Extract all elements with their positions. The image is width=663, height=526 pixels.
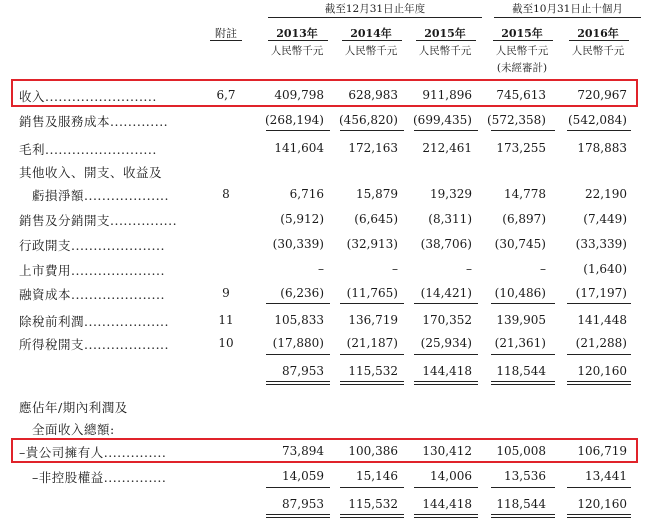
row-note: 10 — [218, 336, 234, 350]
table-row — [0, 232, 663, 256]
row-value: 115,532 — [348, 497, 398, 511]
row-note: 8 — [222, 187, 230, 201]
row-value: (21,288) — [575, 336, 627, 350]
row-value: (30,339) — [272, 237, 324, 251]
row-value: – — [466, 262, 472, 276]
table-row — [0, 464, 663, 488]
row-label: 銷售及分銷開支............... — [19, 213, 178, 228]
row-label: 行政開支..................... — [19, 238, 165, 253]
year-rule — [493, 40, 553, 41]
row-value: (17,880) — [272, 336, 324, 350]
row-value: 87,953 — [282, 497, 324, 511]
group-header-rule — [494, 17, 641, 18]
subtotal-rule — [491, 487, 555, 488]
table-row — [0, 281, 663, 305]
subtotal-rule — [491, 354, 555, 355]
table-row — [0, 182, 663, 206]
row-value: 745,613 — [496, 88, 546, 102]
row-note: 9 — [222, 286, 230, 300]
total-double-rule — [567, 514, 631, 518]
total-double-rule — [567, 381, 631, 385]
row-label: 虧損淨額................... — [19, 188, 169, 203]
table-row — [0, 416, 663, 440]
row-value: (6,897) — [502, 212, 546, 226]
row-value: 173,255 — [496, 141, 546, 155]
row-value: 628,983 — [348, 88, 398, 102]
row-value: 141,448 — [577, 313, 627, 327]
subtotal-rule — [340, 130, 404, 131]
row-value: (542,084) — [568, 113, 627, 127]
note-header-rule — [210, 40, 242, 41]
row-value: (5,912) — [280, 212, 324, 226]
row-label: 毛利......................... — [19, 142, 157, 157]
row-label: –非控股權益.............. — [19, 470, 167, 485]
subtotal-rule — [491, 130, 555, 131]
total-double-rule — [491, 514, 555, 518]
row-value: 100,386 — [348, 444, 398, 458]
column-year: 2016年 — [577, 27, 619, 40]
row-value: (8,311) — [428, 212, 472, 226]
row-value: 14,006 — [430, 469, 472, 483]
row-value: 105,833 — [274, 313, 324, 327]
row-value: – — [392, 262, 398, 276]
row-label: 除稅前利潤................... — [19, 314, 169, 329]
column-year: 2014年 — [350, 27, 392, 40]
row-value: 14,778 — [504, 187, 546, 201]
table-row — [0, 492, 663, 516]
subtotal-rule — [567, 354, 631, 355]
row-value: 144,418 — [422, 497, 472, 511]
group-header-rule — [268, 17, 482, 18]
table-row — [0, 136, 663, 160]
table-row — [0, 359, 663, 383]
row-value: 911,896 — [422, 88, 472, 102]
row-value: 120,160 — [577, 364, 627, 378]
total-double-rule — [266, 381, 330, 385]
total-double-rule — [491, 381, 555, 385]
row-value: (14,421) — [420, 286, 472, 300]
year-rule — [342, 40, 402, 41]
row-value: 136,719 — [348, 313, 398, 327]
total-double-rule — [340, 381, 404, 385]
row-value: 720,967 — [577, 88, 627, 102]
row-value: (30,745) — [494, 237, 546, 251]
table-row — [0, 207, 663, 231]
row-value: 118,544 — [496, 497, 546, 511]
row-note: 6,7 — [216, 88, 236, 102]
subtotal-rule — [567, 303, 631, 304]
subtotal-rule — [266, 354, 330, 355]
row-value: – — [318, 262, 324, 276]
row-value: 15,879 — [356, 187, 398, 201]
row-value: 13,441 — [585, 469, 627, 483]
subtotal-rule — [266, 130, 330, 131]
row-label: 上市費用..................... — [19, 263, 165, 278]
row-value: (32,913) — [346, 237, 398, 251]
row-value: 13,536 — [504, 469, 546, 483]
row-label: 其他收入、開支、收益及 — [19, 165, 163, 180]
row-value: 118,544 — [496, 364, 546, 378]
subtotal-rule — [414, 487, 478, 488]
row-value: 115,532 — [348, 364, 398, 378]
subtotal-rule — [266, 303, 330, 304]
row-value: 409,798 — [274, 88, 324, 102]
row-value: (10,486) — [494, 286, 546, 300]
row-value: 120,160 — [577, 497, 627, 511]
table-row — [0, 83, 663, 107]
column-unit: 人民幣千元 — [495, 45, 549, 57]
total-double-rule — [414, 381, 478, 385]
row-value: (38,706) — [420, 237, 472, 251]
column-unit: 人民幣千元 — [344, 45, 398, 57]
subtotal-rule — [567, 487, 631, 488]
row-value: (7,449) — [583, 212, 627, 226]
row-label: –貴公司擁有人.............. — [19, 445, 167, 460]
row-value: (572,358) — [487, 113, 546, 127]
row-note: 11 — [218, 313, 234, 327]
subtotal-rule — [266, 487, 330, 488]
table-row — [0, 331, 663, 355]
total-double-rule — [414, 514, 478, 518]
table-row — [0, 108, 663, 132]
row-value: (1,640) — [583, 262, 627, 276]
row-value: 106,719 — [577, 444, 627, 458]
table-row — [0, 159, 663, 183]
row-value: 6,716 — [289, 187, 324, 201]
subtotal-rule — [491, 303, 555, 304]
subtotal-rule — [340, 354, 404, 355]
unaudited-tag: (未經審計) — [496, 62, 548, 74]
row-value: 172,163 — [348, 141, 398, 155]
table-row — [0, 257, 663, 281]
year-rule — [416, 40, 476, 41]
row-label: 收入......................... — [19, 89, 157, 104]
row-value: 22,190 — [585, 187, 627, 201]
table-row — [0, 394, 663, 418]
row-value: – — [540, 262, 546, 276]
table-row — [0, 308, 663, 332]
row-label: 所得稅開支................... — [19, 337, 169, 352]
year-rule — [268, 40, 328, 41]
subtotal-rule — [567, 130, 631, 131]
row-value: 87,953 — [282, 364, 324, 378]
row-value: 130,412 — [422, 444, 472, 458]
row-label: 融資成本..................... — [19, 287, 165, 302]
subtotal-rule — [414, 354, 478, 355]
total-double-rule — [266, 514, 330, 518]
subtotal-rule — [414, 130, 478, 131]
row-label: 全面收入總額: — [19, 422, 115, 437]
row-value: 19,329 — [430, 187, 472, 201]
column-year: 2013年 — [276, 27, 318, 40]
note-column-header: 附註 — [215, 27, 237, 40]
total-double-rule — [340, 514, 404, 518]
row-value: 170,352 — [422, 313, 472, 327]
row-value: 178,883 — [577, 141, 627, 155]
row-value: 144,418 — [422, 364, 472, 378]
row-label: 銷售及服務成本............. — [19, 114, 169, 129]
row-value: 212,461 — [422, 141, 472, 155]
column-unit: 人民幣千元 — [418, 45, 472, 57]
column-year: 2015年 — [501, 27, 543, 40]
year-rule — [569, 40, 629, 41]
row-value: 139,905 — [496, 313, 546, 327]
group-header-ten-months: 截至10月31日止十個月 — [512, 3, 623, 15]
row-label: 應佔年/期內利潤及 — [19, 400, 128, 415]
row-value: (6,645) — [354, 212, 398, 226]
column-unit: 人民幣千元 — [571, 45, 625, 57]
column-unit: 人民幣千元 — [270, 45, 324, 57]
row-value: (21,187) — [346, 336, 398, 350]
row-value: (25,934) — [420, 336, 472, 350]
row-value: 73,894 — [282, 444, 324, 458]
row-value: (33,339) — [575, 237, 627, 251]
subtotal-rule — [340, 303, 404, 304]
table-row — [0, 439, 663, 463]
row-value: (21,361) — [494, 336, 546, 350]
row-value: (11,765) — [346, 286, 398, 300]
row-value: (268,194) — [265, 113, 324, 127]
row-value: (699,435) — [413, 113, 472, 127]
row-value: 141,604 — [274, 141, 324, 155]
row-value: (6,236) — [280, 286, 324, 300]
subtotal-rule — [414, 303, 478, 304]
row-value: 15,146 — [356, 469, 398, 483]
row-value: 14,059 — [282, 469, 324, 483]
group-header-year-end: 截至12月31日止年度 — [324, 3, 426, 15]
subtotal-rule — [340, 487, 404, 488]
column-year: 2015年 — [424, 27, 466, 40]
row-value: (456,820) — [339, 113, 398, 127]
row-value: (17,197) — [575, 286, 627, 300]
row-value: 105,008 — [496, 444, 546, 458]
